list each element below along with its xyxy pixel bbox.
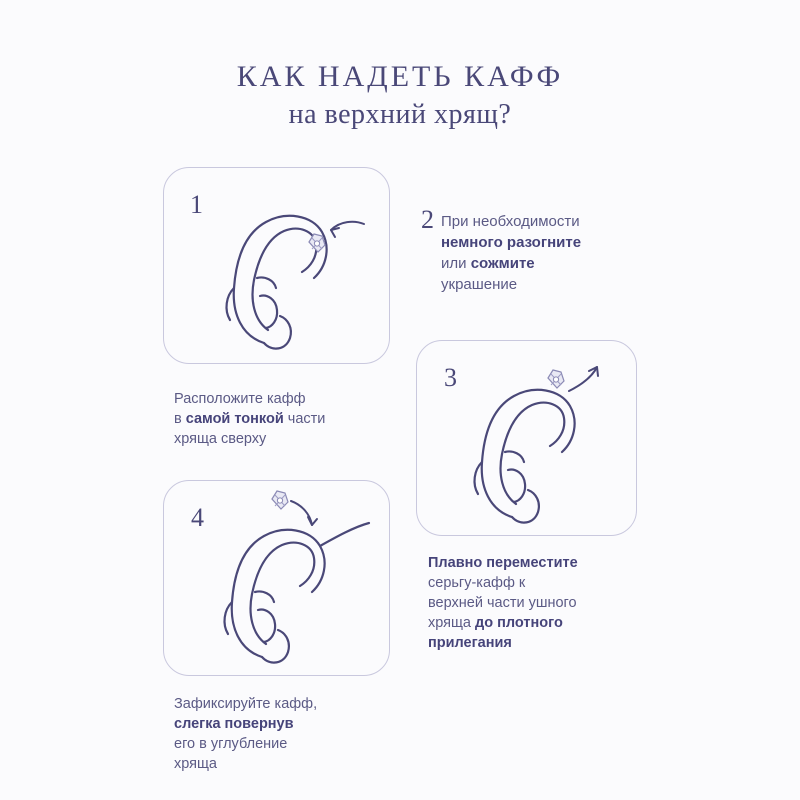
step-4-card [163, 480, 390, 676]
ear-illustration [164, 481, 391, 677]
step-3-caption: Плавно переместите серьгу-кафф к верхней части ушного хряща до плотного прилегания [428, 555, 578, 651]
step-1-number: 1 [190, 190, 203, 219]
step-2-number: 2 [421, 205, 434, 234]
page-title [0, 58, 800, 134]
direction-arrow-icon [569, 367, 598, 391]
ear-illustration [164, 168, 391, 365]
step-3-number: 3 [444, 363, 457, 392]
step-1-caption: Расположите кафф в самой тонкой части хряща сверху [174, 391, 326, 447]
title-line-2: на верхний хрящ? [288, 99, 512, 130]
step-3-card [416, 340, 637, 536]
ear-cuff-jewelry-icon [309, 234, 325, 252]
title-line-1: КАК НАДЕТЬ КАФФ [236, 60, 564, 93]
ear-cuff-jewelry-icon [272, 491, 288, 509]
step-4-number: 4 [191, 503, 204, 532]
direction-arrow-icon [291, 501, 317, 525]
ear-cuff-jewelry-icon [548, 370, 564, 388]
direction-arrow-icon [331, 222, 364, 237]
ear-illustration [417, 341, 638, 537]
step-4-caption: Зафиксируйте кафф, слегка повернув его в углубление хряща [174, 696, 318, 772]
step-1-card [163, 167, 390, 364]
step-2-caption: При необходимости немного разогните или сожмите украшение [441, 213, 582, 293]
